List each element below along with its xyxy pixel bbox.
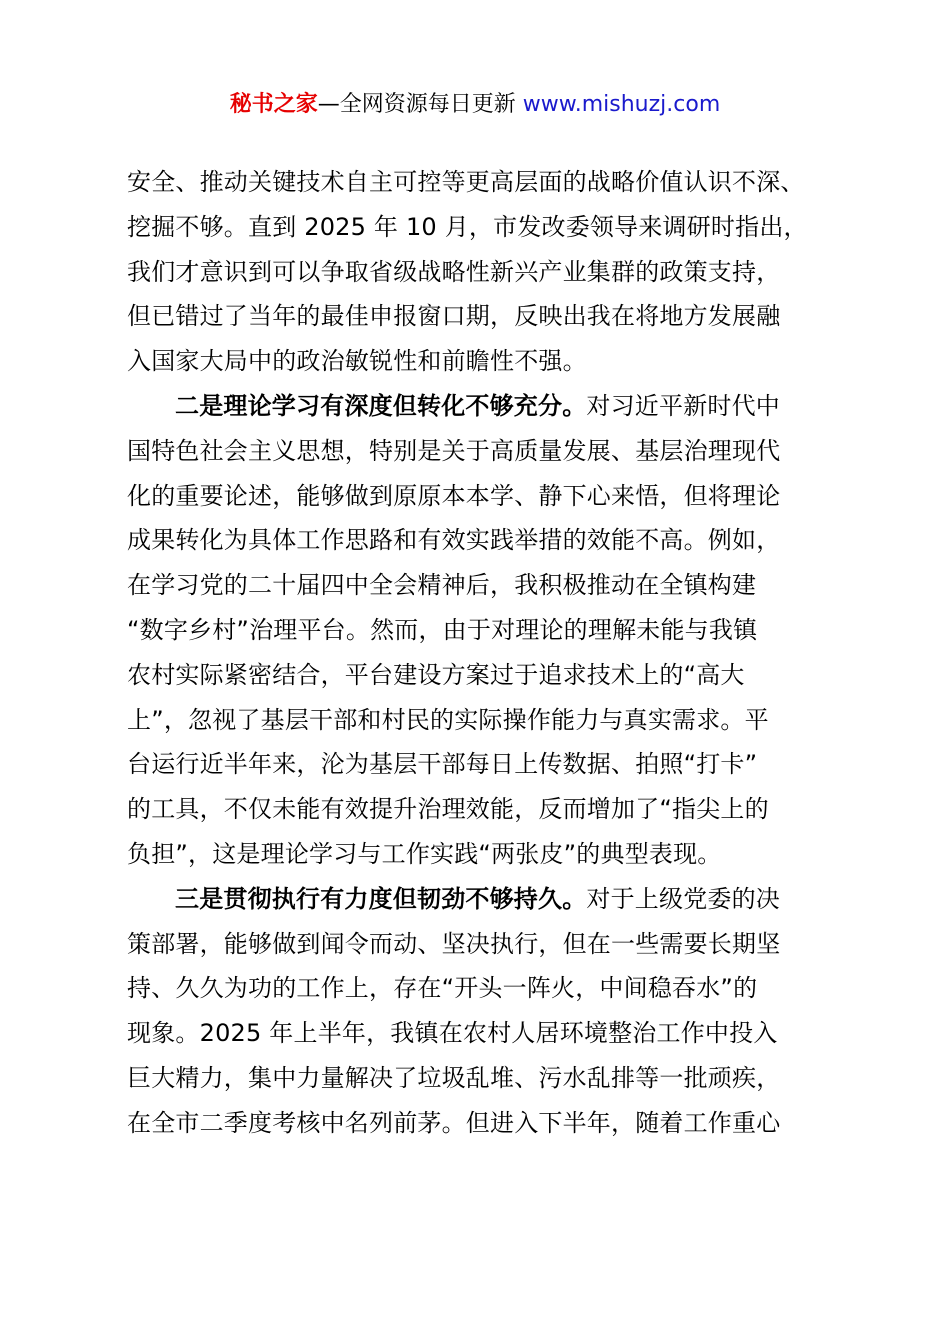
body-line: 国特色社会主义思想，特别是关于高质量发展、基层治理现代: [127, 436, 781, 465]
body-line: 化的重要论述，能够做到原原本本学、静下心来悟，但将理论: [127, 481, 781, 510]
paragraph-2-text: 对习近平新时代中: [586, 391, 781, 420]
body-line: 负担”，这是理论学习与工作实践“两张皮”的典型表现。: [127, 839, 722, 868]
body-line: 的工具，不仅未能有效提升治理效能，反而增加了“指尖上的: [127, 795, 769, 824]
paragraph-2-heading: 二是理论学习有深度但转化不够充分。: [175, 391, 587, 420]
paragraph-3-heading: 三是贯彻执行有力度但韧劲不够持久。: [175, 884, 587, 913]
document-body: [127, 160, 837, 1146]
paragraph-2-first-line: [127, 384, 837, 429]
page-header: [0, 88, 950, 122]
body-line: 但已错过了当年的最佳申报窗口期，反映出我在将地方发展融: [127, 302, 781, 331]
paragraph-3-text: 对于上级党委的决: [586, 884, 781, 913]
body-line: 安全、推动关键技术自主可控等更高层面的战略价值认识不深、: [127, 168, 805, 196]
body-line: 农村实际紧密结合，平台建设方案过于追求技术上的“高大: [127, 660, 745, 689]
body-line: 成果转化为具体工作思路和有效实践举措的效能不高。例如，: [127, 526, 781, 555]
body-line: 现象。2025 年上半年，我镇在农村人居环境整治工作中投入: [127, 1019, 778, 1048]
body-line: 我们才意识到可以争取省级战略性新兴产业集群的政策支持，: [127, 257, 781, 286]
body-line: 入国家大局中的政治敏锐性和前瞻性不强。: [127, 347, 587, 376]
body-line: 上”，忽视了基层干部和村民的实际操作能力与真实需求。平: [127, 705, 769, 734]
body-line: “数字乡村”治理平台。然而，由于对理论的理解未能与我镇: [127, 615, 758, 644]
paragraph-3-first-line: [127, 877, 837, 922]
body-line: 持、久久为功的工作上，存在“开头一阵火，中间稳吞水”的: [127, 974, 758, 1003]
brand-name: 秘书之家: [229, 92, 318, 117]
body-line: 巨大精力，集中力量解决了垃圾乱堆、污水乱排等一批顽疾，: [127, 1063, 781, 1092]
body-line: 在全市二季度考核中名列前茅。但进入下半年，随着工作重心: [127, 1108, 781, 1137]
website-url[interactable]: www.mishuzj.com: [522, 92, 721, 117]
body-line: 在学习党的二十届四中全会精神后，我积极推动在全镇构建: [127, 571, 757, 600]
header-tagline: —全网资源每日更新: [317, 92, 523, 117]
body-line: 挖掘不够。直到 2025 年 10 月，市发改委领导来调研时指出，: [127, 212, 808, 241]
body-line: 台运行近半年来，沦为基层干部每日上传数据、拍照“打卡”: [127, 750, 758, 779]
body-line: 策部署，能够做到闻令而动、坚决执行，但在一些需要长期坚: [127, 929, 781, 958]
